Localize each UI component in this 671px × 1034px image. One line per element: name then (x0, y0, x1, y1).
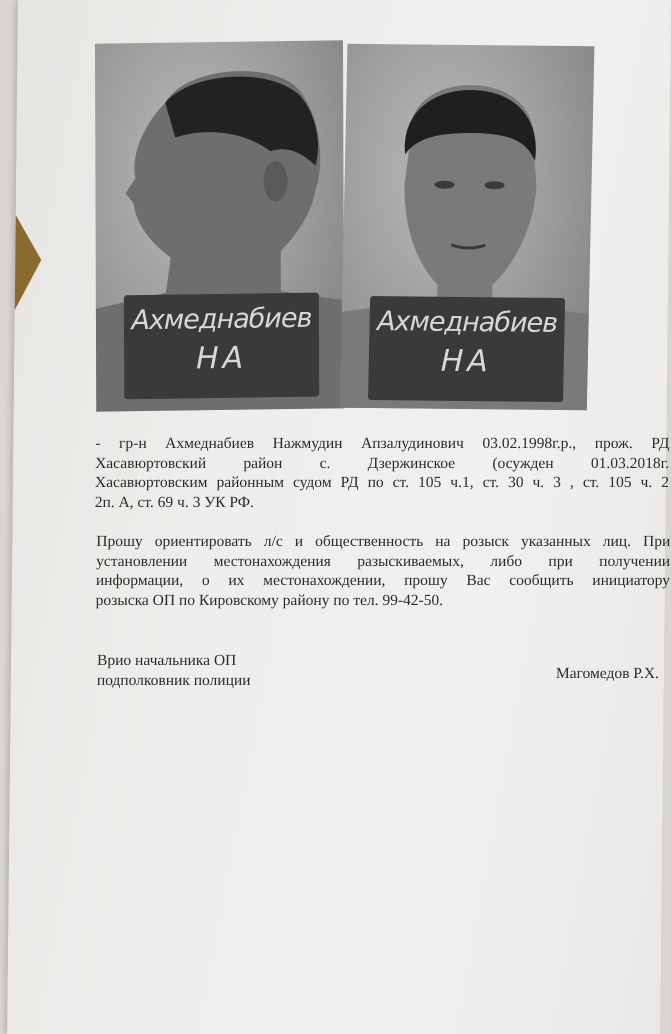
document-page (7, 0, 671, 1034)
signatory-position: Врио начальника ОП (96, 652, 237, 669)
name-placard-left (124, 293, 319, 400)
mugshot-profile-photo (95, 40, 344, 411)
placard-name: Ахмеднабиев (376, 306, 558, 339)
signatory-title (97, 651, 337, 690)
text-line: Хасавюртовским районным судом РД по ст. 105 ч.1, ст. 30 ч. 3 , ст. 105 ч. 2 (94, 474, 670, 491)
text-line: розыска ОП по Кировскому району по тел. 99-42-50. (95, 591, 444, 609)
text-line: 2п. А, ст. 69 ч. 3 УК РФ. (94, 493, 255, 511)
signatory-name: Магомедов Р.Х. (555, 665, 660, 682)
text-line: - гр-н Ахмеднабиев Нажмудин Апзалудинович 03.02.1998г.р., прож. РД (95, 435, 670, 452)
placard-initials: НА (195, 340, 248, 377)
name-placard-right (368, 296, 565, 402)
text-line: Прошу ориентировать л/с и общественность на розыск указанных лиц. При (96, 533, 671, 550)
text-line: информации, о их местонахождении, прошу Вас сообщить инициатору (95, 572, 671, 589)
placard-name: Ахмеднабиев (131, 302, 312, 337)
text-line: установлении местонахождения разыскиваемых, либо при получении (96, 552, 671, 570)
suspect-description (95, 434, 670, 512)
placard-initials: НА (440, 343, 493, 380)
folded-corner (15, 215, 42, 310)
signatory-rank: подполковник полиции (96, 671, 251, 689)
search-request (96, 532, 671, 610)
text-line: Хасавюртовский район с. Дзержинское (осужден 01.03.2018г. (95, 454, 670, 472)
mugshot-frontal-photo (340, 44, 595, 411)
